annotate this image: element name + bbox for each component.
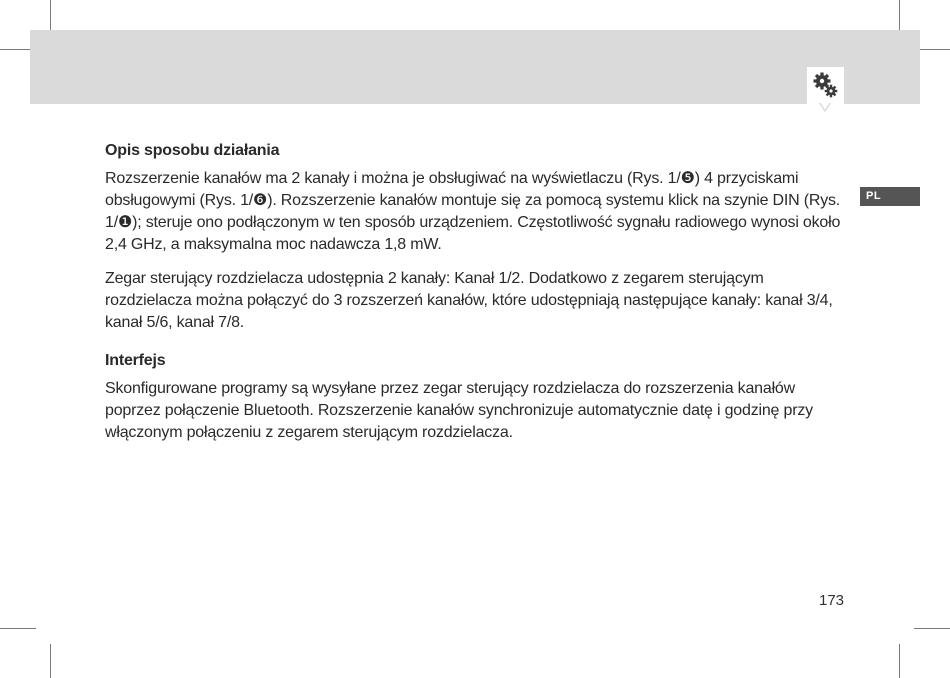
crop-mark xyxy=(899,644,900,678)
header-band xyxy=(30,30,920,104)
body-paragraph: Zegar sterujący rozdzielacza udostępnia 2 kanały: Kanał 1/2. Dodatkowo z zegarem sterującym rozdzielacza można połączyć do 3 rozszerzeń kanałów, które udostępniają następujące kanały: kanał 3/4, kanał 5/6, kanał 7/8. xyxy=(105,270,833,331)
section-heading: Interfejs xyxy=(105,352,166,369)
crop-mark xyxy=(899,0,900,34)
main-content xyxy=(105,140,850,456)
page-number: 173 xyxy=(819,592,845,609)
settings-badge xyxy=(807,67,844,104)
badge-pointer xyxy=(819,103,831,112)
crop-mark xyxy=(50,0,51,34)
body-paragraph: Rozszerzenie kanałów ma 2 kanały i można je obsługiwać na wyświetlaczu (Rys. 1/❺) 4 przyciskami obsługowymi (Rys. 1/❻). Rozszerzenie kanałów montuje się za pomocą systemu klick na szynie DIN (Rys. 1/❶); steruje ono podłączonym w ten sposób urządzeniem. Częstotliwość sygnału radiowego wynosi około 2,4 GHz, a maksymalna moc nadawcza 1,8 mW. xyxy=(105,170,841,253)
gears-icon xyxy=(807,67,844,104)
language-tab: PL xyxy=(860,187,920,206)
body-paragraph: Skonfigurowane programy są wysyłane przez zegar sterujący rozdzielacza do rozszerzenia kanałów poprzez połączenie Bluetooth. Rozszerzenie kanałów synchronizuje automatycznie datę i godzinę przy włączonym połączeniu z zegarem sterującym rozdzielacza. xyxy=(105,380,813,441)
section-heading: Opis sposobu działania xyxy=(105,142,280,159)
crop-mark xyxy=(50,644,51,678)
crop-mark xyxy=(914,628,950,629)
crop-mark xyxy=(0,628,36,629)
